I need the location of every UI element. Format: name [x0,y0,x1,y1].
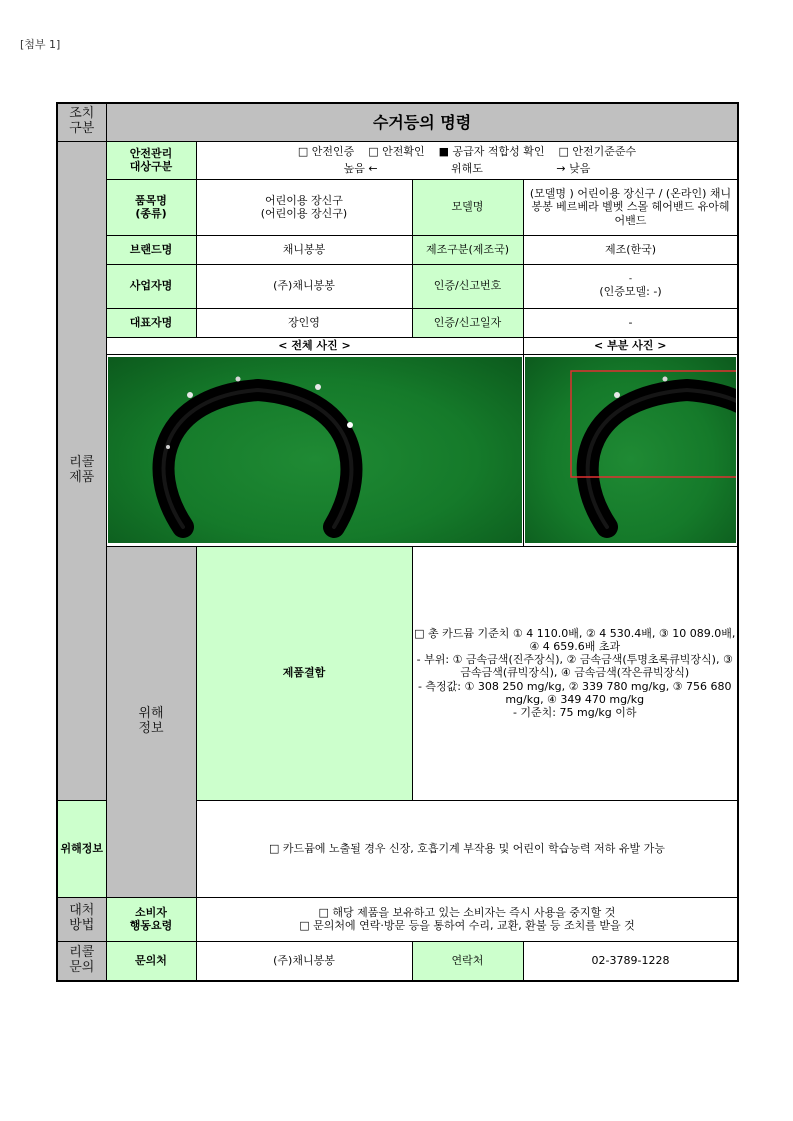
cert-date-value: - [523,308,738,337]
full-photo-label: < 전체 사진 > [106,337,523,354]
brand-value: 채니봉봉 [196,235,412,264]
action-category-label: 조치 구분 [57,103,106,141]
response-section-label: 대처 방법 [57,897,106,941]
headband-image [108,357,412,543]
phone-value: 02-3789-1228 [523,941,738,981]
recall-order-table [56,102,739,982]
consumer-action-line-2: □ 문의처에 연락·방문 등을 통하여 수리, 교환, 환불 등 조치를 받을 것 [299,919,635,932]
defect-line-4: - 기준치: 75 mg/kg 이하 [512,705,637,719]
model-name-label: 모델명 [412,179,523,235]
phone-label: 연락처 [412,941,523,981]
contact-label: 문의처 [106,941,196,981]
hazard-section-label: 위해 정보 [106,546,196,897]
safety-mgmt-label: 안전관리 대상구분 [106,141,196,179]
consumer-action-text [196,897,738,941]
ceo-label: 대표자명 [106,308,196,337]
headband-detail-image [525,357,737,543]
cert-number-label: 인증/신고번호 [412,264,523,308]
defect-details [412,546,738,800]
part-product-photo [525,357,737,543]
manufacture-label: 제조구분(제조국) [412,235,523,264]
ceo-value: 장인영 [196,308,412,337]
company-value: (주)채니봉봉 [196,264,412,308]
consumer-action-label: 소비자 행동요령 [106,897,196,941]
brand-label: 브랜드명 [106,235,196,264]
recall-product-section-label: 리콜 제품 [57,141,106,800]
defect-line-1: □ 총 카드뮴 기준치 ① 4 110.0배, ② 4 530.4배, ③ 10 089.0배, ④ 4 659.6배 초과 [414,626,736,654]
risk-label: 위해정보 [57,800,106,897]
consumer-action-line-1: □ 해당 제품을 보유하고 있는 소비자는 즉시 사용을 중지할 것 [318,905,616,919]
full-photo-cell [106,354,523,546]
cert-date-label: 인증/신고일자 [412,308,523,337]
company-label: 사업자명 [106,264,196,308]
defect-line-3: - 측정값: ① 308 250 mg/kg, ② 339 780 mg/kg, ③ 756 680 mg/kg, ④ 349 470 mg/kg [417,679,732,706]
risk-scale: 높음 ← 위해도 → 낮음 [343,161,591,175]
model-name-value: (모델명 ) 어린이용 장신구 / (온라인) 채니봉봉 베르베라 벨벳 스몰 헤어밴드 유아헤어밴드 [523,179,738,235]
document-title: 수거등의 명령 [106,103,738,141]
risk-text: □ 카드뮴에 노출될 경우 신장, 호흡기계 부작용 및 어린이 학습능력 저하 유발 가능 [196,800,738,897]
cert-number-value [523,264,738,308]
full-product-photo [108,357,522,543]
defect-label: 제품결함 [196,546,412,800]
part-photo-cell [523,354,738,546]
inquiry-section-label: 리콜 문의 [57,941,106,981]
manufacture-value: 제조(한국) [523,235,738,264]
defect-line-2: - 부위: ① 금속금색(진주장식), ② 금속금색(투명초록큐빅장식), ③ 금속금색(큐빅장식), ④ 금속금색(작은큐빅장식) [416,653,733,680]
item-name-label: 품목명 (종류) [106,179,196,235]
cert-number-line2: (인증모델: -) [599,284,662,298]
safety-mgmt-options: □ 안전인증 □ 안전확인 ■ 공급자 적합성 확인 □ 안전기준준수 [297,145,637,159]
safety-mgmt-value [196,141,738,179]
cert-number-line1: - [628,274,633,284]
contact-value: (주)채니봉봉 [196,941,412,981]
part-photo-label: < 부분 사진 > [523,337,738,354]
attachment-label: [첨부 1] [20,38,61,51]
item-name-value: 어린이용 장신구 (어린이용 장신구) [196,179,412,235]
